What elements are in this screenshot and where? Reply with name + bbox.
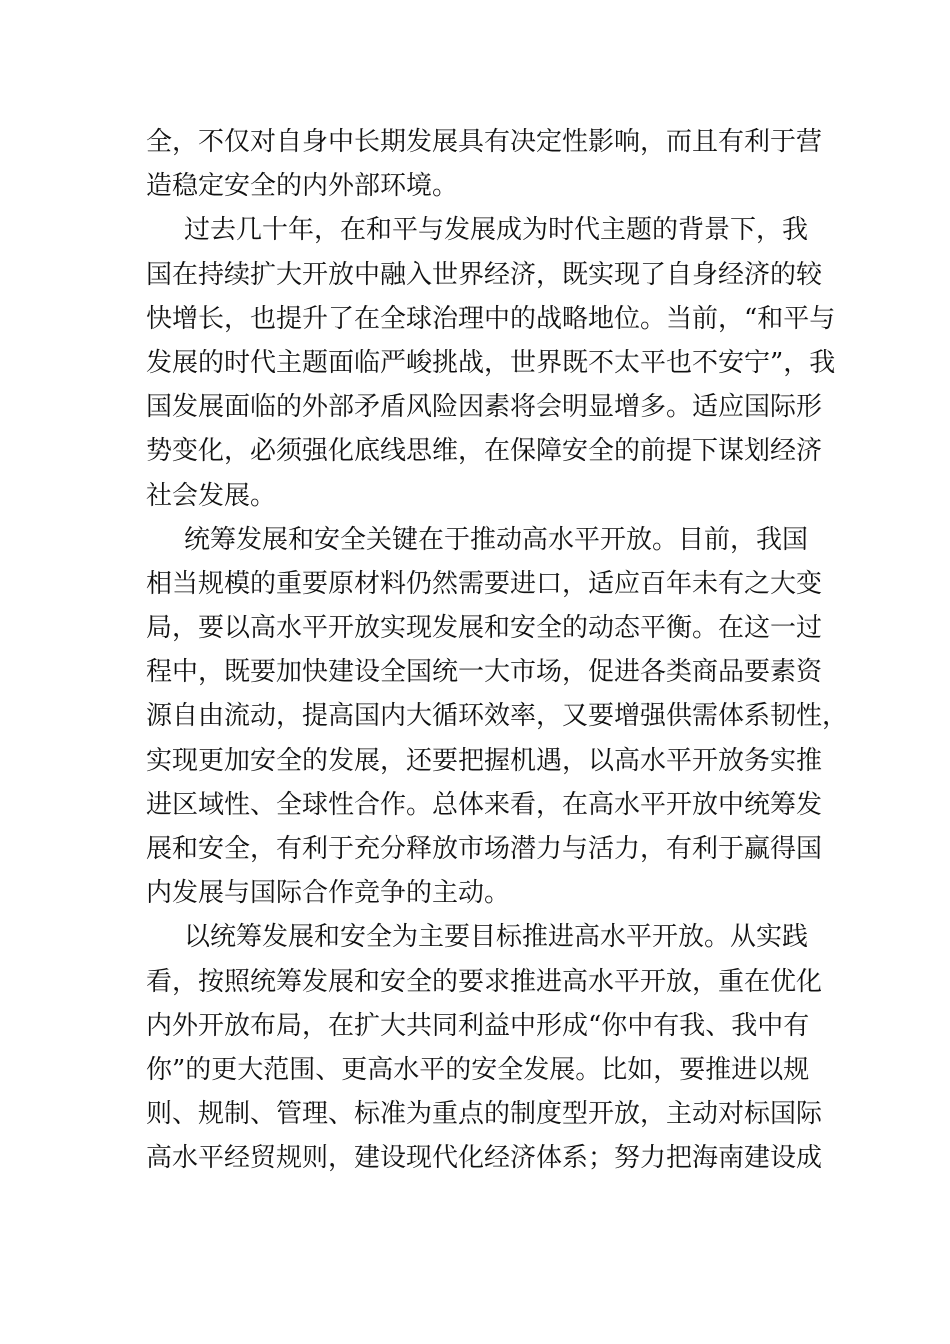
text-line: 国发展面临的外部矛盾风险因素将会明显增多。适应国际形: [146, 392, 823, 423]
text-line: 发展的时代主题面临严峻挑战，世界既不太平也不安宁”，我: [146, 347, 836, 378]
paragraph-start-line: 统筹发展和安全关键在于推动高水平开放。目前，我国: [184, 524, 809, 555]
text-line: 内外开放布局，在扩大共同利益中形成“你中有我、我中有: [146, 1010, 810, 1041]
text-line: 实现更加安全的发展，还要把握机遇，以高水平开放务实推: [146, 745, 823, 776]
text-line: 源自由流动，提高国内大循环效率，又要增强供需体系韧性，: [146, 701, 849, 732]
text-line: 造稳定安全的内外部环境。: [146, 171, 459, 202]
text-line: 势变化，必须强化底线思维，在保障安全的前提下谋划经济: [146, 436, 823, 467]
text-line: 高水平经贸规则，建设现代化经济体系；努力把海南建设成: [146, 1143, 823, 1174]
text-line: 则、规制、管理、标准为重点的制度型开放，主动对标国际: [146, 1099, 823, 1130]
text-line: 进区域性、全球性合作。总体来看，在高水平开放中统筹发: [146, 789, 823, 820]
text-line: 内发展与国际合作竞争的主动。: [146, 878, 511, 909]
paragraph-start-line: 以统筹发展和安全为主要目标推进高水平开放。从实践: [184, 922, 809, 953]
text-line: 看，按照统筹发展和安全的要求推进高水平开放，重在优化: [146, 966, 823, 997]
text-line: 社会发展。: [146, 480, 277, 511]
text-line: 你”的更大范围、更高水平的安全发展。比如，要推进以规: [146, 1054, 810, 1085]
text-line: 相当规模的重要原材料仍然需要进口，适应百年未有之大变: [146, 568, 823, 599]
text-line: 快增长，也提升了在全球治理中的战略地位。当前，“和平与: [146, 303, 836, 334]
text-line: 国在持续扩大开放中融入世界经济，既实现了自身经济的较: [146, 259, 823, 290]
text-line: 展和安全，有利于充分释放市场潜力与活力，有利于赢得国: [146, 834, 823, 864]
text-line: 全，不仅对自身中长期发展具有决定性影响，而且有利于营: [146, 127, 823, 157]
text-line: 程中，既要加快建设全国统一大市场，促进各类商品要素资: [146, 657, 823, 688]
text-line: 局，要以高水平开放实现发展和安全的动态平衡。在这一过: [146, 613, 823, 644]
body-text: [146, 120, 849, 1181]
paragraph-start-line: 过去几十年，在和平与发展成为时代主题的背景下，我: [184, 215, 809, 246]
